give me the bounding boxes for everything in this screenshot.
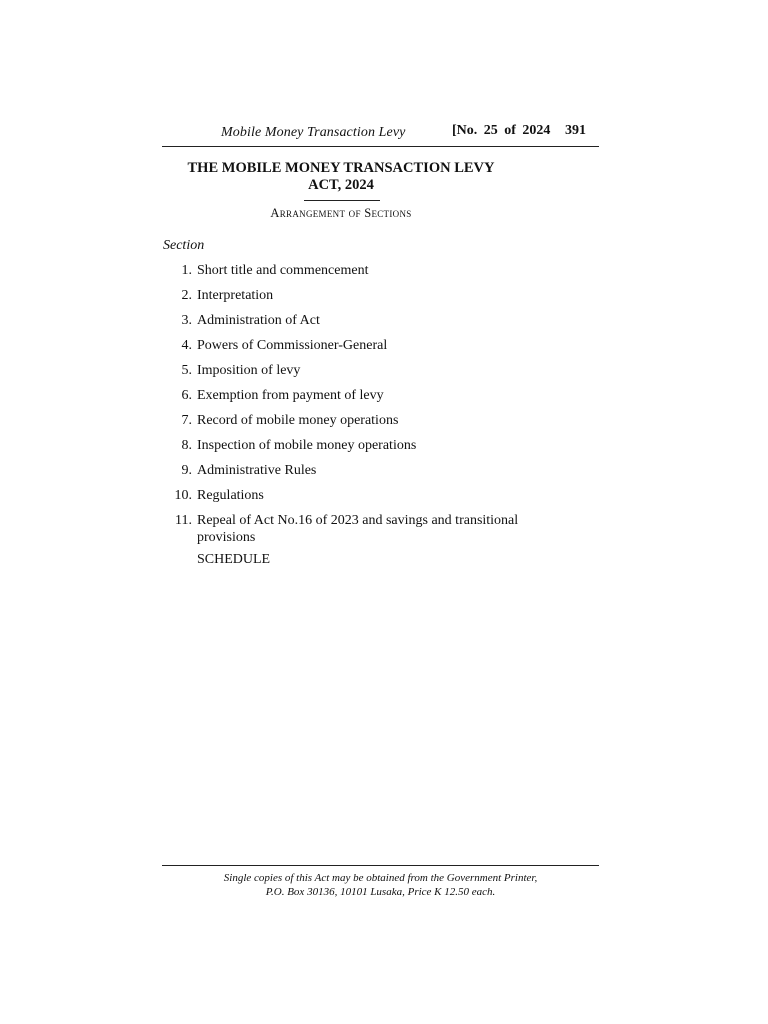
section-title: Inspection of mobile money operations bbox=[197, 438, 417, 453]
act-title-line-2: ACT, 2024 bbox=[308, 177, 374, 193]
section-label: Section bbox=[163, 238, 205, 253]
section-number: 10. bbox=[174, 488, 192, 503]
section-number: 7. bbox=[181, 413, 192, 428]
section-number: 11. bbox=[175, 513, 192, 528]
section-item bbox=[160, 387, 540, 404]
act-reference: [No. 25 of 2024 bbox=[452, 123, 551, 138]
section-title: Repeal of Act No.16 of 2023 and savings and transitional provisions bbox=[197, 513, 519, 545]
section-number: 4. bbox=[181, 338, 192, 353]
section-title: Regulations bbox=[197, 488, 264, 503]
footer-rule bbox=[162, 865, 599, 866]
page-number: 391 bbox=[565, 123, 586, 138]
section-title: Powers of Commissioner-General bbox=[197, 338, 388, 353]
footnote-line-2: P.O. Box 30136, 10101 Lusaka, Price K 12.50 each. bbox=[265, 886, 496, 898]
section-title: Administrative Rules bbox=[197, 463, 317, 478]
running-head bbox=[162, 122, 599, 146]
section-title: Interpretation bbox=[197, 288, 274, 303]
section-item bbox=[160, 262, 540, 279]
section-item bbox=[160, 462, 540, 479]
section-number: 6. bbox=[181, 388, 192, 403]
section-title: Administration of Act bbox=[197, 313, 320, 328]
section-number: 1. bbox=[181, 263, 192, 278]
section-item bbox=[160, 337, 540, 354]
footnote bbox=[162, 871, 599, 899]
arrangement-heading: Arrangement of Sections bbox=[270, 206, 412, 220]
section-title: Imposition of levy bbox=[197, 363, 301, 378]
section-item bbox=[160, 412, 540, 429]
section-item bbox=[160, 312, 540, 329]
section-number: 5. bbox=[181, 363, 192, 378]
title-underline bbox=[304, 200, 380, 201]
section-item bbox=[160, 362, 540, 379]
section-number: 9. bbox=[181, 463, 192, 478]
footnote-line-1: Single copies of this Act may be obtained from the Government Printer, bbox=[223, 872, 538, 884]
act-title-line-1: THE MOBILE MONEY TRANSACTION LEVY bbox=[187, 160, 495, 176]
section-number: 2. bbox=[181, 288, 192, 303]
section-item bbox=[160, 487, 540, 504]
act-title bbox=[162, 160, 520, 194]
section-item bbox=[160, 512, 540, 546]
section-number: 8. bbox=[181, 438, 192, 453]
header-rule bbox=[162, 146, 599, 147]
section-item bbox=[160, 437, 540, 454]
section-list bbox=[160, 262, 540, 554]
schedule-label: SCHEDULE bbox=[197, 552, 271, 567]
running-head-title: Mobile Money Transaction Levy bbox=[221, 125, 406, 140]
section-title: Exemption from payment of levy bbox=[197, 388, 384, 403]
section-title: Short title and commencement bbox=[197, 263, 369, 278]
section-item bbox=[160, 287, 540, 304]
section-number: 3. bbox=[181, 313, 192, 328]
section-title: Record of mobile money operations bbox=[197, 413, 399, 428]
